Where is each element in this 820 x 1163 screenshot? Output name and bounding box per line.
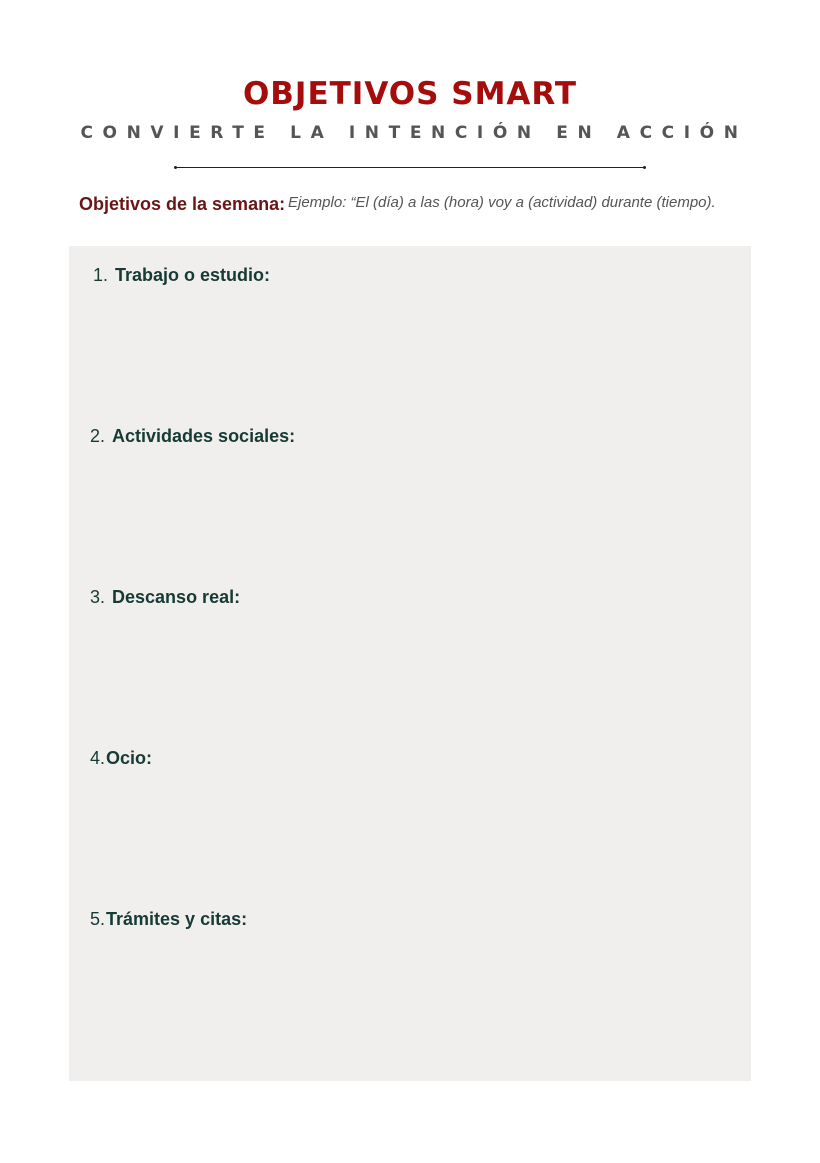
goal-item-label: Ocio: — [106, 748, 153, 768]
week-goals-example: Ejemplo: “El (día) a las (hora) voy a (actividad) durante (tiempo). — [288, 194, 716, 211]
goal-item-number: 5. — [90, 909, 106, 929]
goal-item-social — [90, 424, 295, 448]
goal-item-label: Trabajo o estudio: — [115, 265, 271, 285]
goal-item-rest — [90, 585, 240, 609]
goal-item-label: Descanso real: — [112, 587, 241, 607]
header-divider — [176, 167, 644, 168]
goal-item-leisure — [90, 746, 152, 770]
goal-item-work-study — [93, 263, 270, 287]
goal-item-number: 3. — [90, 587, 106, 607]
goals-panel[interactable] — [69, 246, 751, 1081]
week-goals-label: Objetivos de la semana: — [79, 194, 286, 214]
goal-item-number: 2. — [90, 426, 106, 446]
goal-item-errands — [90, 907, 247, 931]
goal-item-label: Actividades sociales: — [112, 426, 296, 446]
goal-item-number: 1. — [93, 265, 109, 285]
page-subtitle: CONVIERTE LA INTENCIÓN EN ACCIÓN — [80, 123, 748, 143]
goal-item-label: Trámites y citas: — [106, 909, 248, 929]
page-title: OBJETIVOS SMART — [242, 76, 578, 112]
goal-item-number: 4. — [90, 748, 106, 768]
